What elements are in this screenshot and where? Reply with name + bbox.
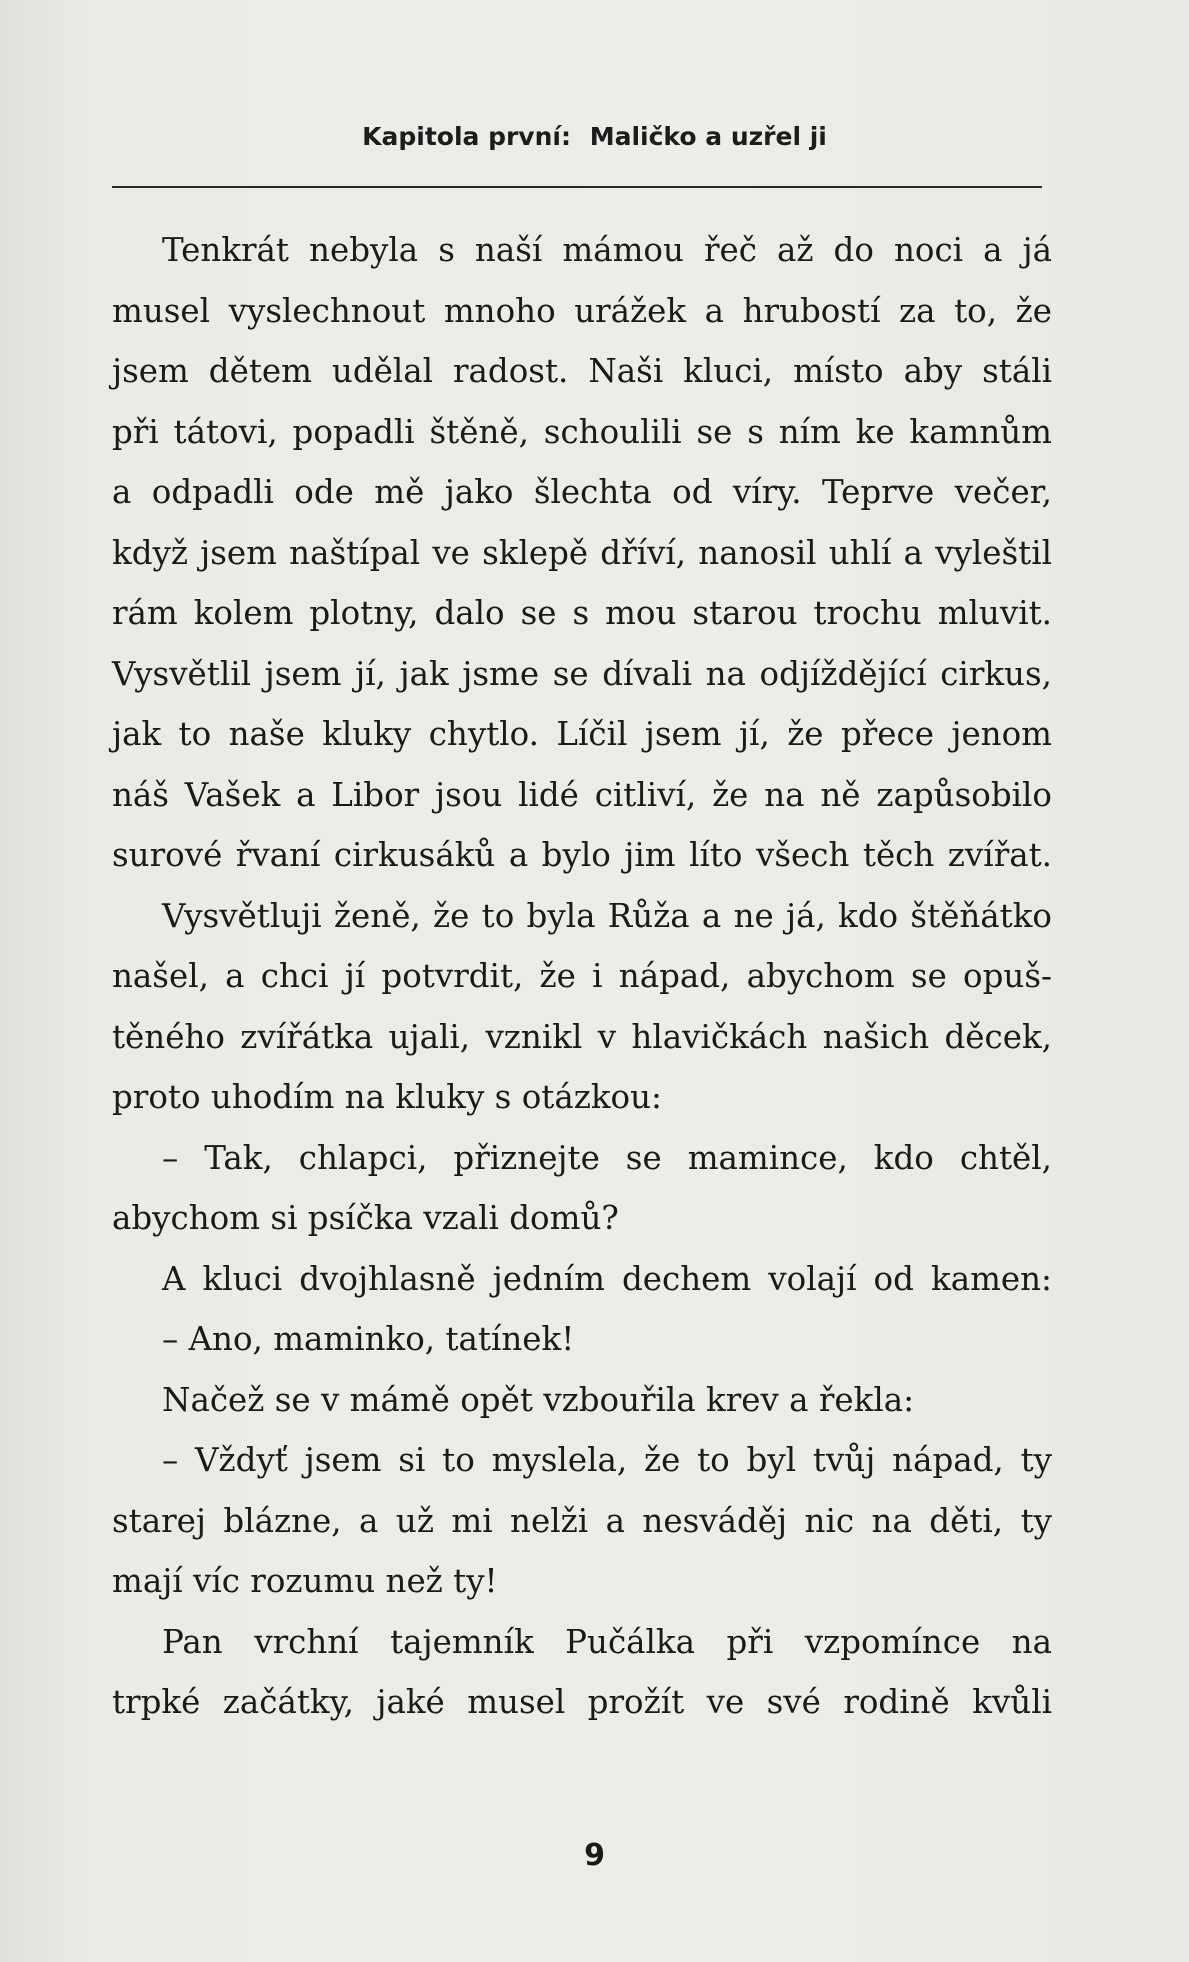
text-line: mají víc rozumu než ty! (112, 1562, 498, 1600)
text-line: Vysvětluji ženě, že to byla Růža a ne já, kdo štěňátko (162, 896, 1052, 935)
text-line: A kluci dvojhlasně jedním dechem volají od kamen: (162, 1259, 1052, 1298)
text-line: Pan vrchní tajemník Pučálka při vzpomínce na (162, 1622, 1052, 1661)
chapter-title: Maličko a uzřel ji (589, 122, 827, 151)
text-line: starej blázne, a už mi nelži a nesváděj nic na děti, ty (112, 1501, 1052, 1540)
text-line: musel vyslechnout mnoho urážek a hrubostí za to, že (112, 291, 1052, 330)
text-line: našel, a chci jí potvrdit, že i nápad, abychom se opuš- (112, 957, 1052, 995)
text-line: rám kolem plotny, dalo se s mou starou trochu mluvit. (112, 594, 1052, 632)
text-line: – Vždyť jsem si to myslela, že to byl tvůj nápad, ty (162, 1441, 1052, 1479)
text-line: surové řvaní cirkusáků a bylo jim líto všech těch zvířat. (112, 836, 1052, 874)
text-line: – Tak, chlapci, přiznejte se mamince, kdo chtěl, (162, 1138, 1052, 1177)
text-line: Načež se v mámě opět vzbouřila krev a řekla: (162, 1380, 915, 1419)
text-line: jsem dětem udělal radost. Naši kluci, místo aby stáli (112, 352, 1052, 390)
text-line: abychom si psíčka vzali domů? (112, 1199, 619, 1237)
text-line: náš Vašek a Libor jsou lidé citliví, že na ně zapůsobilo (112, 775, 1052, 814)
text-line: těného zvířátka ujali, vznikl v hlavičkách našich děcek, (112, 1017, 1052, 1056)
text-line: a odpadli ode mě jako šlechta od víry. Teprve večer, (112, 473, 1052, 511)
text-line: proto uhodím na kluky s otázkou: (112, 1078, 662, 1116)
text-line: při tátovi, popadli štěně, schoulili se s ním ke kamnům (112, 412, 1052, 451)
body-text (112, 220, 1052, 1733)
text-line: – Ano, maminko, tatínek! (162, 1320, 575, 1358)
text-line: Tenkrát nebyla s naší mámou řeč až do noci a já (162, 231, 1052, 269)
running-head (0, 122, 1189, 151)
text-line: když jsem naštípal ve sklepě dříví, nanosil uhlí a vyleštil (112, 533, 1052, 572)
page-number: 9 (584, 1838, 605, 1873)
text-line: Vysvětlil jsem jí, jak jsme se dívali na odjíždějící cirkus, (112, 654, 1052, 693)
header-rule (112, 186, 1042, 188)
text-line: trpké začátky, jaké musel prožít ve své rodině kvůli (112, 1683, 1052, 1721)
text-line: jak to naše kluky chytlo. Líčil jsem jí, že přece jenom (112, 715, 1052, 753)
chapter-label: Kapitola první: (362, 122, 571, 151)
